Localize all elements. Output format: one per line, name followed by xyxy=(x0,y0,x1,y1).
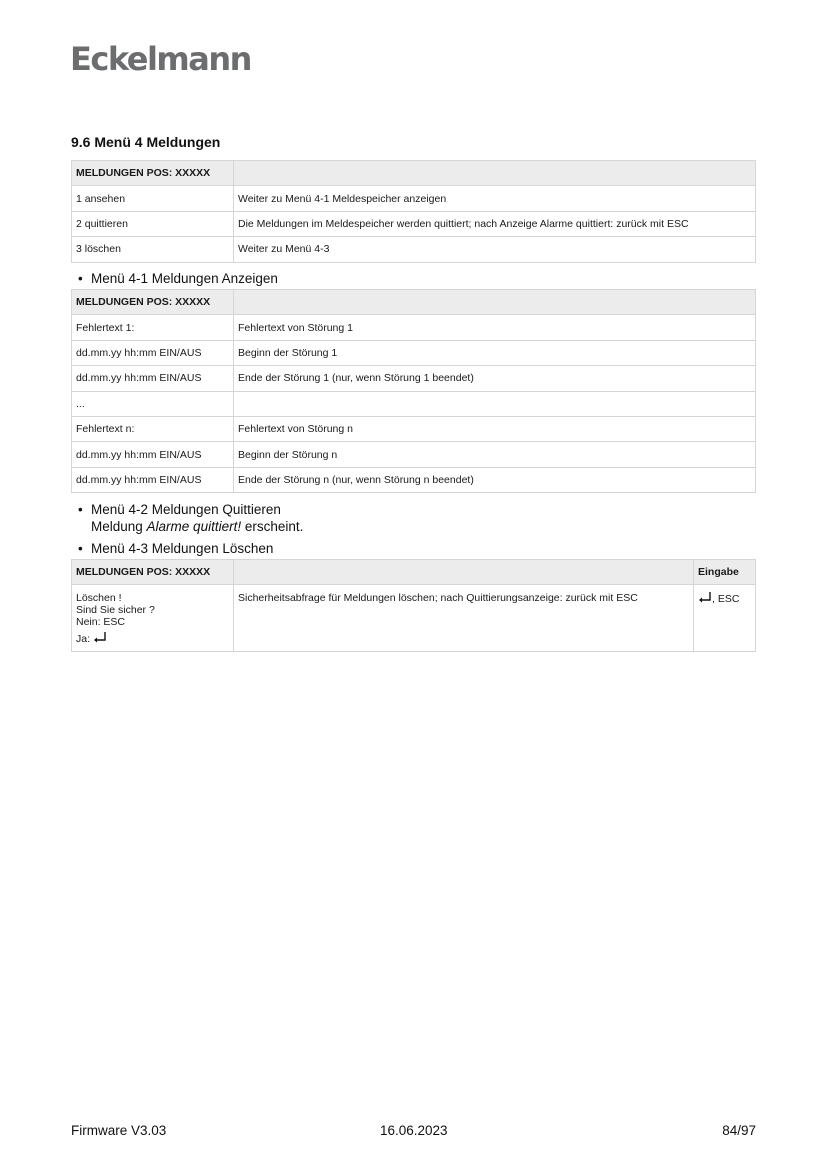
bullet-icon: • xyxy=(78,502,83,517)
table-row xyxy=(72,391,756,416)
menu-4-3-table xyxy=(71,559,756,652)
table-cell: dd.mm.yy hh:mm EIN/AUS xyxy=(72,442,234,467)
table-header-row xyxy=(72,290,756,315)
table-header-cell xyxy=(234,290,756,315)
bullet-text: Menü 4-3 Meldungen Löschen xyxy=(91,541,274,556)
bullet-menu-4-2-subtext xyxy=(91,519,303,534)
footer-date: 16.06.2023 xyxy=(380,1123,448,1138)
table-row xyxy=(72,467,756,492)
table-cell: dd.mm.yy hh:mm EIN/AUS xyxy=(72,467,234,492)
bullet-menu-4-3 xyxy=(78,541,273,556)
bullet-icon: • xyxy=(78,271,83,286)
table-cell xyxy=(694,585,756,652)
table-cell: Beginn der Störung 1 xyxy=(234,340,756,365)
table-row xyxy=(72,237,756,262)
table-header-cell: Eingabe xyxy=(694,560,756,585)
company-logo: Eckelmann xyxy=(70,40,251,78)
table-cell: Ende der Störung 1 (nur, wenn Störung 1 beendet) xyxy=(234,366,756,391)
table-cell: Weiter zu Menü 4-3 xyxy=(234,237,756,262)
table-row xyxy=(72,315,756,340)
table-cell: ... xyxy=(72,391,234,416)
table-cell: 3 löschen xyxy=(72,237,234,262)
enter-key-icon xyxy=(698,591,712,604)
footer-firmware: Firmware V3.03 xyxy=(71,1123,167,1138)
table-header-cell: MELDUNGEN POS: XXXXX xyxy=(72,161,234,186)
table-row xyxy=(72,442,756,467)
table-header-row xyxy=(72,560,756,585)
table-row xyxy=(72,211,756,236)
subtext-suffix: erscheint. xyxy=(241,519,304,534)
table-cell: 2 quittieren xyxy=(72,211,234,236)
table-cell: dd.mm.yy hh:mm EIN/AUS xyxy=(72,366,234,391)
prompt-line-ja xyxy=(76,631,229,645)
table-cell: Fehlertext von Störung 1 xyxy=(234,315,756,340)
subtext-italic: Alarme quittiert! xyxy=(146,519,242,534)
table-row xyxy=(72,416,756,441)
table-cell: Fehlertext 1: xyxy=(72,315,234,340)
table-cell xyxy=(234,391,756,416)
table-row xyxy=(72,186,756,211)
menu-4-table xyxy=(71,160,756,263)
table-header-cell: MELDUNGEN POS: XXXXX xyxy=(72,560,234,585)
table-cell: dd.mm.yy hh:mm EIN/AUS xyxy=(72,340,234,365)
table-header-cell xyxy=(234,161,756,186)
table-row xyxy=(72,366,756,391)
menu-4-1-table xyxy=(71,289,756,493)
prompt-line: Ja: xyxy=(76,633,91,646)
prompt-line: Sind Sie sicher ? xyxy=(76,604,155,617)
enter-key-icon xyxy=(93,631,107,644)
table-cell: Ende der Störung n (nur, wenn Störung n beendet) xyxy=(234,467,756,492)
table-cell: Sicherheitsabfrage für Meldungen löschen; nach Quittierungsanzeige: zurück mit ESC xyxy=(234,585,694,652)
table-header-row xyxy=(72,161,756,186)
table-cell xyxy=(72,585,234,652)
table-header-cell: MELDUNGEN POS: XXXXX xyxy=(72,290,234,315)
bullet-menu-4-1 xyxy=(78,271,278,286)
bullet-menu-4-2 xyxy=(78,502,281,517)
bullet-text: Menü 4-1 Meldungen Anzeigen xyxy=(91,271,278,286)
prompt-line: Löschen ! xyxy=(76,592,122,605)
table-cell: Beginn der Störung n xyxy=(234,442,756,467)
prompt-line: Nein: ESC xyxy=(76,616,126,629)
input-suffix: , ESC xyxy=(712,593,740,606)
table-row xyxy=(72,340,756,365)
table-cell: Die Meldungen im Meldespeicher werden quittiert; nach Anzeige Alarme quittiert: zurück mit ESC xyxy=(234,211,756,236)
section-title: 9.6 Menü 4 Meldungen xyxy=(71,134,221,150)
table-cell: 1 ansehen xyxy=(72,186,234,211)
footer-page-number: 84/97 xyxy=(722,1123,756,1138)
table-row xyxy=(72,585,756,652)
bullet-icon: • xyxy=(78,541,83,556)
subtext-prefix: Meldung xyxy=(91,519,147,534)
table-cell: Fehlertext n: xyxy=(72,416,234,441)
table-cell: Weiter zu Menü 4-1 Meldespeicher anzeigen xyxy=(234,186,756,211)
table-header-cell xyxy=(234,560,694,585)
bullet-text: Menü 4-2 Meldungen Quittieren xyxy=(91,502,281,517)
table-cell: Fehlertext von Störung n xyxy=(234,416,756,441)
